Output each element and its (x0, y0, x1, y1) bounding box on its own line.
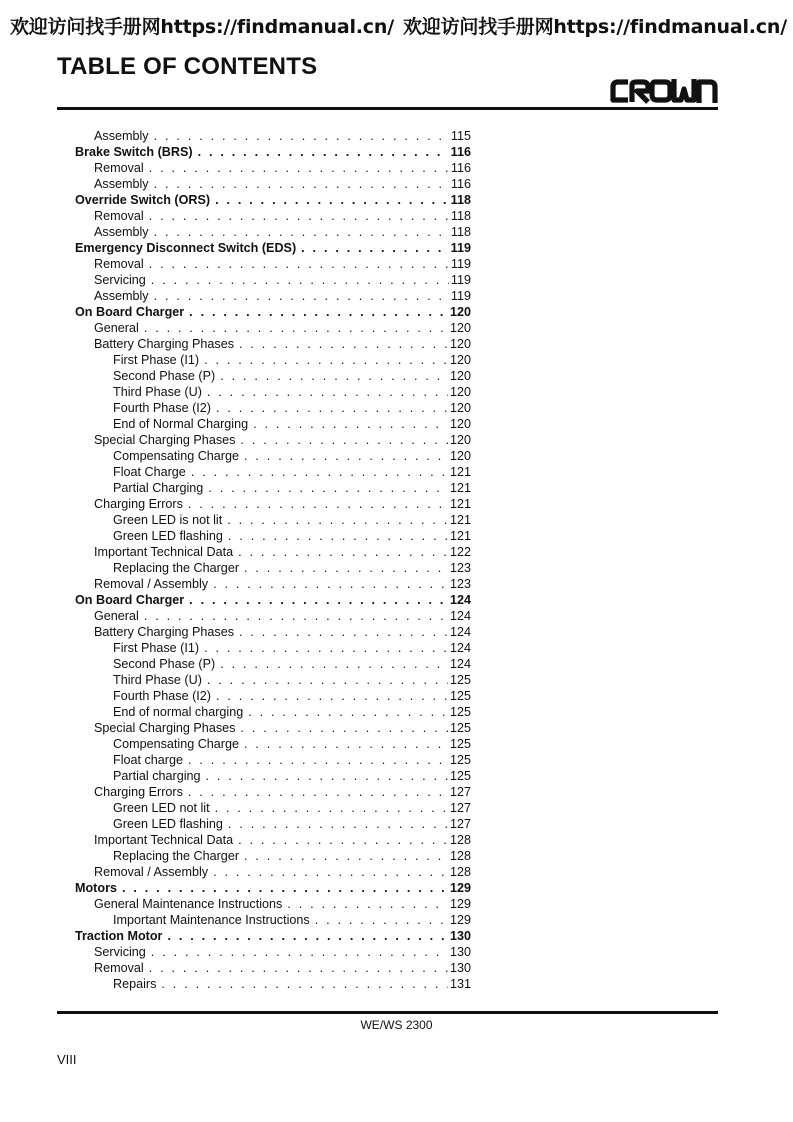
toc-entry[interactable] (75, 544, 471, 560)
toc-dot-leader (144, 608, 448, 624)
toc-entry[interactable] (75, 208, 471, 224)
crown-logo (610, 77, 718, 105)
toc-entry[interactable] (75, 192, 471, 208)
toc-entry-title: Brake Switch (BRS) (75, 145, 193, 159)
toc-entry[interactable] (75, 160, 471, 176)
toc-dot-leader (220, 656, 448, 672)
toc-entry-page: 121 (449, 481, 471, 495)
toc-dot-leader (228, 528, 448, 544)
toc-dot-leader (154, 224, 449, 240)
toc-entry-page: 127 (449, 801, 471, 815)
toc-entry-page: 119 (450, 289, 471, 303)
toc-dot-leader (167, 928, 448, 944)
toc-dot-leader (207, 384, 448, 400)
toc-entry[interactable] (75, 704, 471, 720)
toc-entry-page: 128 (449, 833, 471, 847)
toc-entry-page: 120 (449, 369, 471, 383)
toc-dot-leader (240, 432, 448, 448)
page-number: VIII (57, 1052, 77, 1067)
toc-entry-title: Emergency Disconnect Switch (EDS) (75, 241, 297, 255)
toc-entry-page: 125 (449, 705, 471, 719)
toc-entry[interactable] (75, 784, 471, 800)
toc-entry[interactable] (75, 464, 471, 480)
toc-entry-title: Partial charging (113, 769, 201, 783)
toc-entry[interactable] (75, 352, 471, 368)
toc-dot-leader (215, 800, 448, 816)
toc-entry-page: 116 (450, 145, 471, 159)
toc-entry[interactable] (75, 384, 471, 400)
toc-dot-leader (154, 176, 449, 192)
toc-dot-leader (253, 416, 448, 432)
toc-entry-page: 125 (449, 721, 471, 735)
toc-entry-page: 120 (449, 321, 471, 335)
toc-dot-leader (213, 864, 448, 880)
toc-entry-title: Float Charge (113, 465, 186, 479)
toc-entry-page: 121 (449, 465, 471, 479)
toc-dot-leader (227, 512, 448, 528)
watermark-banner (0, 12, 793, 39)
toc-dot-leader (188, 784, 448, 800)
toc-entry-page: 130 (449, 945, 471, 959)
toc-entry[interactable] (75, 752, 471, 768)
toc-entry-title: First Phase (I1) (113, 353, 200, 367)
toc-entry[interactable] (75, 688, 471, 704)
toc-entry-title: Motors (75, 881, 117, 895)
toc-entry-page: 129 (449, 913, 471, 927)
toc-entry[interactable] (75, 576, 471, 592)
toc-entry-page: 120 (449, 337, 471, 351)
toc-entry-page: 119 (450, 257, 471, 271)
toc-entry-page: 118 (450, 193, 471, 207)
toc-dot-leader (149, 208, 449, 224)
toc-entry-page: 120 (449, 385, 471, 399)
toc-dot-leader (154, 288, 449, 304)
toc-entry-page: 121 (449, 529, 471, 543)
toc-entry-title: End of normal charging (113, 705, 244, 719)
watermark-text: 欢迎访问找手册网https://findmanual.cn/ (403, 16, 787, 38)
toc-dot-leader (206, 768, 448, 784)
toc-entry-page: 124 (449, 641, 471, 655)
toc-dot-leader (151, 944, 448, 960)
toc-entry[interactable] (75, 896, 471, 912)
toc-entry-title: Green LED flashing (113, 529, 223, 543)
toc-entry-page: 129 (449, 881, 471, 895)
toc-dot-leader (216, 400, 448, 416)
toc-entry-page: 129 (449, 897, 471, 911)
toc-entry-page: 125 (449, 673, 471, 687)
toc-entry-page: 125 (449, 769, 471, 783)
toc-entry-title: Assembly (94, 129, 149, 143)
toc-dot-leader (154, 128, 449, 144)
toc-entry[interactable] (75, 848, 471, 864)
toc-entry-page: 120 (449, 417, 471, 431)
toc-entry[interactable] (75, 944, 471, 960)
toc-entry-title: Repairs (113, 977, 157, 991)
toc-entry[interactable] (75, 656, 471, 672)
toc-entry-title: Partial Charging (113, 481, 204, 495)
footer-rule (57, 1011, 718, 1014)
toc-entry-title: Green LED flashing (113, 817, 223, 831)
toc-entry-page: 125 (449, 753, 471, 767)
toc-entry-page: 124 (449, 593, 471, 607)
toc-entry-title: Removal / Assembly (94, 865, 209, 879)
toc-dot-leader (191, 464, 448, 480)
toc-dot-leader (144, 320, 448, 336)
toc-dot-leader (240, 720, 448, 736)
toc-entry-page: 121 (449, 497, 471, 511)
toc-entry-page: 125 (449, 737, 471, 751)
toc-entry-page: 120 (449, 353, 471, 367)
toc-entry-page: 123 (449, 577, 471, 591)
toc-entry[interactable] (75, 672, 471, 688)
toc-entry[interactable] (75, 400, 471, 416)
toc-entry-title: On Board Charger (75, 593, 185, 607)
toc-entry-title: General (94, 609, 139, 623)
toc-entry-title: Special Charging Phases (94, 433, 236, 447)
table-of-contents (75, 128, 471, 992)
toc-entry[interactable] (75, 272, 471, 288)
toc-entry-page: 128 (449, 849, 471, 863)
toc-entry-page: 118 (450, 225, 471, 239)
toc-entry-title: Replacing the Charger (113, 561, 240, 575)
toc-entry[interactable] (75, 560, 471, 576)
toc-entry-page: 125 (449, 689, 471, 703)
toc-dot-leader (213, 576, 448, 592)
toc-entry[interactable] (75, 736, 471, 752)
toc-dot-leader (188, 496, 448, 512)
toc-entry[interactable] (75, 320, 471, 336)
toc-entry-title: Removal (94, 209, 144, 223)
toc-entry-page: 128 (449, 865, 471, 879)
toc-entry-page: 124 (449, 657, 471, 671)
toc-entry-page: 130 (449, 929, 471, 943)
toc-entry[interactable] (75, 224, 471, 240)
toc-dot-leader (149, 160, 449, 176)
toc-entry[interactable] (75, 720, 471, 736)
page-title: TABLE OF CONTENTS (57, 53, 318, 80)
toc-entry[interactable] (75, 448, 471, 464)
toc-entry-page: 116 (450, 161, 471, 175)
toc-entry-page: 119 (450, 273, 471, 287)
toc-dot-leader (198, 144, 449, 160)
toc-dot-leader (248, 704, 448, 720)
toc-entry-page: 120 (449, 449, 471, 463)
toc-entry-title: Fourth Phase (I2) (113, 689, 211, 703)
toc-entry[interactable] (75, 928, 471, 944)
toc-entry-title: Traction Motor (75, 929, 163, 943)
toc-entry-page: 131 (449, 977, 471, 991)
toc-entry-title: Third Phase (U) (113, 385, 202, 399)
toc-entry-title: Servicing (94, 945, 146, 959)
toc-entry-title: Second Phase (P) (113, 369, 216, 383)
toc-entry-title: Removal (94, 257, 144, 271)
toc-entry-title: Assembly (94, 177, 149, 191)
toc-entry[interactable] (75, 304, 471, 320)
toc-entry-title: Assembly (94, 289, 149, 303)
toc-entry[interactable] (75, 960, 471, 976)
toc-entry-title: Battery Charging Phases (94, 625, 235, 639)
toc-entry-page: 127 (449, 785, 471, 799)
toc-entry[interactable] (75, 512, 471, 528)
toc-dot-leader (238, 544, 448, 560)
toc-entry[interactable] (75, 608, 471, 624)
toc-dot-leader (244, 448, 448, 464)
toc-entry[interactable] (75, 240, 471, 256)
toc-entry-page: 122 (449, 545, 471, 559)
toc-dot-leader (208, 480, 448, 496)
watermark-text: 欢迎访问找手册网https://findmanual.cn/ (10, 16, 394, 38)
toc-entry-page: 130 (449, 961, 471, 975)
toc-entry-title: Battery Charging Phases (94, 337, 235, 351)
toc-entry-title: Override Switch (ORS) (75, 193, 211, 207)
toc-dot-leader (122, 880, 448, 896)
toc-entry[interactable] (75, 816, 471, 832)
toc-entry[interactable] (75, 336, 471, 352)
toc-entry[interactable] (75, 416, 471, 432)
toc-entry-title: Servicing (94, 273, 146, 287)
toc-entry-title: Float charge (113, 753, 184, 767)
toc-dot-leader (315, 912, 448, 928)
toc-dot-leader (220, 368, 448, 384)
toc-dot-leader (207, 672, 448, 688)
toc-entry-title: Compensating Charge (113, 449, 240, 463)
toc-dot-leader (238, 832, 448, 848)
header-rule (57, 107, 718, 110)
toc-entry-title: Third Phase (U) (113, 673, 202, 687)
toc-dot-leader (244, 848, 448, 864)
toc-entry-title: Important Technical Data (94, 545, 234, 559)
toc-entry-page: 121 (449, 513, 471, 527)
toc-entry-title: Special Charging Phases (94, 721, 236, 735)
toc-entry-title: Assembly (94, 225, 149, 239)
toc-entry[interactable] (75, 800, 471, 816)
toc-entry[interactable] (75, 912, 471, 928)
toc-entry[interactable] (75, 496, 471, 512)
toc-entry-title: Removal (94, 961, 144, 975)
toc-entry-title: Green LED is not lit (113, 513, 223, 527)
toc-entry[interactable] (75, 480, 471, 496)
toc-dot-leader (216, 688, 448, 704)
toc-entry-title: Fourth Phase (I2) (113, 401, 211, 415)
toc-entry[interactable] (75, 432, 471, 448)
toc-entry-title: Important Technical Data (94, 833, 234, 847)
toc-dot-leader (215, 192, 449, 208)
toc-entry[interactable] (75, 368, 471, 384)
toc-dot-leader (301, 240, 449, 256)
toc-entry[interactable] (75, 256, 471, 272)
toc-entry-page: 120 (449, 305, 471, 319)
toc-entry[interactable] (75, 592, 471, 608)
toc-dot-leader (189, 304, 448, 320)
toc-entry-page: 123 (449, 561, 471, 575)
toc-dot-leader (204, 640, 448, 656)
toc-entry[interactable] (75, 144, 471, 160)
toc-entry-page: 120 (449, 433, 471, 447)
toc-entry[interactable] (75, 768, 471, 784)
toc-entry-page: 124 (449, 609, 471, 623)
toc-entry[interactable] (75, 176, 471, 192)
toc-entry-page: 119 (450, 241, 471, 255)
toc-entry-page: 118 (450, 209, 471, 223)
toc-entry-title: Replacing the Charger (113, 849, 240, 863)
toc-entry-title: Removal (94, 161, 144, 175)
toc-entry-page: 116 (450, 177, 471, 191)
toc-dot-leader (189, 592, 448, 608)
toc-entry[interactable] (75, 528, 471, 544)
toc-entry-title: General Maintenance Instructions (94, 897, 283, 911)
toc-entry[interactable] (75, 880, 471, 896)
toc-entry-title: Charging Errors (94, 785, 183, 799)
toc-entry-page: 115 (450, 129, 471, 143)
toc-entry-title: Second Phase (P) (113, 657, 216, 671)
toc-entry[interactable] (75, 128, 471, 144)
toc-entry-page: 120 (449, 401, 471, 415)
toc-dot-leader (204, 352, 448, 368)
toc-dot-leader (161, 976, 448, 992)
toc-entry[interactable] (75, 832, 471, 848)
toc-dot-leader (149, 256, 449, 272)
toc-entry-title: Green LED not lit (113, 801, 210, 815)
toc-entry-page: 127 (449, 817, 471, 831)
toc-dot-leader (244, 736, 448, 752)
toc-entry-title: On Board Charger (75, 305, 185, 319)
toc-entry-page: 124 (449, 625, 471, 639)
toc-dot-leader (244, 560, 448, 576)
toc-entry-title: End of Normal Charging (113, 417, 249, 431)
toc-dot-leader (149, 960, 448, 976)
toc-entry-title: Important Maintenance Instructions (113, 913, 310, 927)
footer-model: WE/WS 2300 (360, 1018, 433, 1032)
toc-dot-leader (228, 816, 448, 832)
toc-entry-title: First Phase (I1) (113, 641, 200, 655)
toc-entry[interactable] (75, 976, 471, 992)
toc-dot-leader (239, 624, 448, 640)
toc-entry[interactable] (75, 640, 471, 656)
toc-entry-title: Removal / Assembly (94, 577, 209, 591)
toc-entry[interactable] (75, 864, 471, 880)
toc-entry-title: Charging Errors (94, 497, 183, 511)
toc-dot-leader (287, 896, 448, 912)
toc-entry[interactable] (75, 288, 471, 304)
toc-dot-leader (151, 272, 449, 288)
toc-dot-leader (188, 752, 448, 768)
toc-entry-title: General (94, 321, 139, 335)
toc-entry[interactable] (75, 624, 471, 640)
toc-entry-title: Compensating Charge (113, 737, 240, 751)
toc-dot-leader (239, 336, 448, 352)
